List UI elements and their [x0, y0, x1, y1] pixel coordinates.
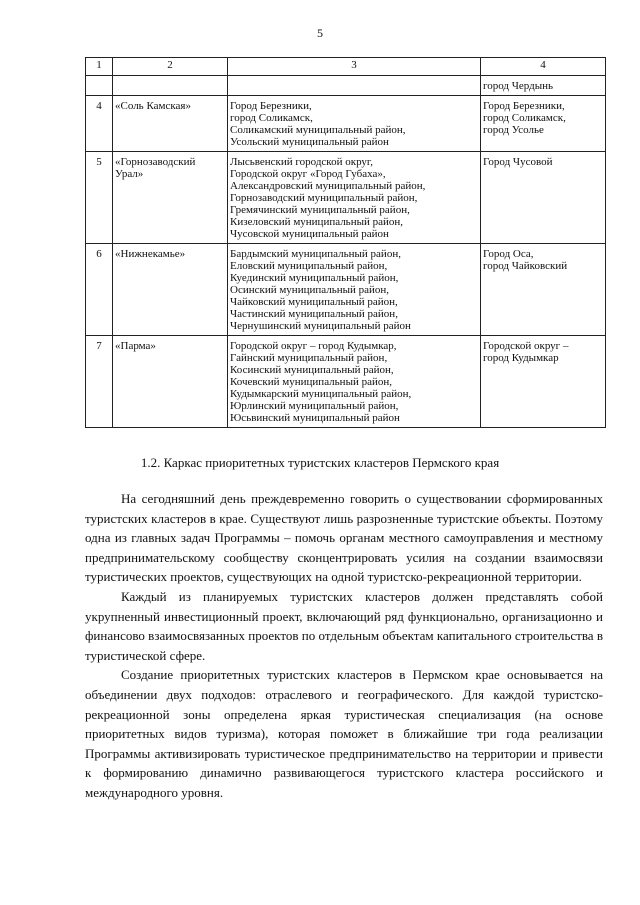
territory-line: Гайнский муниципальный район, [230, 352, 388, 364]
cell-cluster-name [113, 96, 228, 152]
cell-centers [481, 244, 606, 336]
center-line: город Чердынь [483, 80, 554, 92]
territory-line: Кудымкарский муниципальный район, [230, 388, 412, 400]
table-row [86, 336, 606, 428]
center-line: город Кудымкар [483, 352, 559, 364]
cell-centers [481, 76, 606, 96]
paragraph: Создание приоритетных туристских кластеров в Пермском крае основывается на объединении двух подходов: отраслевого и географического. Для каждой туристско-рекреационной зоны определена яркая туристическая специализация (на основе приоритетных видов туризма), которая поможет в ближайшие три года реализации Программы активизировать туристическое предпринимательство на территории и привести к формированию динамично развивающегося туристского кластера российского и международного уровня. [85, 667, 603, 800]
table-row-continuation [86, 76, 606, 96]
territory-line: Городской округ – город Кудымкар, [230, 340, 397, 352]
cell-number: 6 [86, 244, 113, 336]
column-header: 3 [228, 58, 481, 76]
territory-line: Горнозаводский муниципальный район, [230, 192, 418, 204]
cell-cluster-name [113, 152, 228, 244]
center-line: город Соликамск, [483, 112, 566, 124]
cell-territories [228, 152, 481, 244]
center-line: Городской округ – [483, 340, 569, 352]
center-line: город Чайковский [483, 260, 568, 272]
body-text [85, 489, 603, 803]
territory-line: Кизеловский муниципальный район, [230, 216, 404, 228]
territory-line: Еловский муниципальный район, [230, 260, 388, 272]
territory-line: Осинский муниципальный район, [230, 284, 390, 296]
cell-territories [228, 76, 481, 96]
table-row [86, 96, 606, 152]
cell-number [86, 76, 113, 96]
territory-line: Чайковский муниципальный район, [230, 296, 398, 308]
tourist-clusters-table [85, 57, 606, 428]
cell-centers [481, 96, 606, 152]
center-line: Город Оса, [483, 248, 534, 260]
cell-centers [481, 152, 606, 244]
cell-cluster-name [113, 336, 228, 428]
cluster-name-line: «Соль Камская» [115, 100, 191, 112]
cell-territories [228, 336, 481, 428]
cell-cluster-name [113, 76, 228, 96]
cluster-name-line: «Горнозаводский [115, 156, 196, 168]
territory-line: Бардымский муниципальный район, [230, 248, 401, 260]
paragraph: Каждый из планируемых туристских кластеров должен представлять собой укрупненный инвестиционный проект, включающий ряд функционально, организационно и финансово взаимосвязанных проектов по отдельным объектам капитального строительства в туристической сфере. [85, 588, 603, 663]
territory-line: Чусовской муниципальный район [230, 228, 389, 240]
cluster-name-line: «Нижнекамье» [115, 248, 186, 260]
column-header: 2 [113, 58, 228, 76]
territory-line: Куединский муниципальный район, [230, 272, 399, 284]
table-row [86, 244, 606, 336]
territory-line: Городской округ «Город Губаха», [230, 168, 386, 180]
territory-line: Город Березники, [230, 100, 312, 112]
territory-line: город Соликамск, [230, 112, 313, 124]
cell-cluster-name [113, 244, 228, 336]
cell-territories [228, 96, 481, 152]
table-row [86, 152, 606, 244]
column-header: 1 [86, 58, 113, 76]
territory-line: Косинский муниципальный район, [230, 364, 394, 376]
cluster-name-line: «Парма» [115, 340, 156, 352]
column-header: 4 [481, 58, 606, 76]
territory-line: Усольский муниципальный район [230, 136, 389, 148]
page-number: 5 [317, 26, 323, 40]
paragraph: На сегодняшний день преждевременно говорить о существовании сформированных туристских кластеров в крае. Существуют лишь разрозненные туристские объекты. Поэтому одна из главных задач Программы – помочь органам местного самоуправления и местному предпринимательскому сообществу сконцентрировать усилия на создании взаимосвязи туристических проектов, существующих на одной туристско-рекреационной территории. [85, 491, 603, 585]
section-heading: 1.2. Каркас приоритетных туристских кластеров Пермского края [140, 455, 500, 470]
territory-line: Лысьвенский городской округ, [230, 156, 373, 168]
territory-line: Юсьвинский муниципальный район [230, 412, 400, 424]
cell-territories [228, 244, 481, 336]
territory-line: Александровский муниципальный район, [230, 180, 426, 192]
table-header-row [86, 58, 606, 76]
center-line: город Усолье [483, 124, 544, 136]
cell-number: 7 [86, 336, 113, 428]
center-line: Город Чусовой [483, 156, 553, 168]
cell-centers [481, 336, 606, 428]
center-line: Город Березники, [483, 100, 565, 112]
cell-number: 4 [86, 96, 113, 152]
territory-line: Чернушинский муниципальный район [230, 320, 411, 332]
territory-line: Частинский муниципальный район, [230, 308, 398, 320]
cell-number: 5 [86, 152, 113, 244]
territory-line: Соликамский муниципальный район, [230, 124, 406, 136]
territory-line: Кочевский муниципальный район, [230, 376, 392, 388]
territory-line: Гремячинский муниципальный район, [230, 204, 410, 216]
territory-line: Юрлинский муниципальный район, [230, 400, 399, 412]
cluster-name-line: Урал» [115, 168, 144, 180]
